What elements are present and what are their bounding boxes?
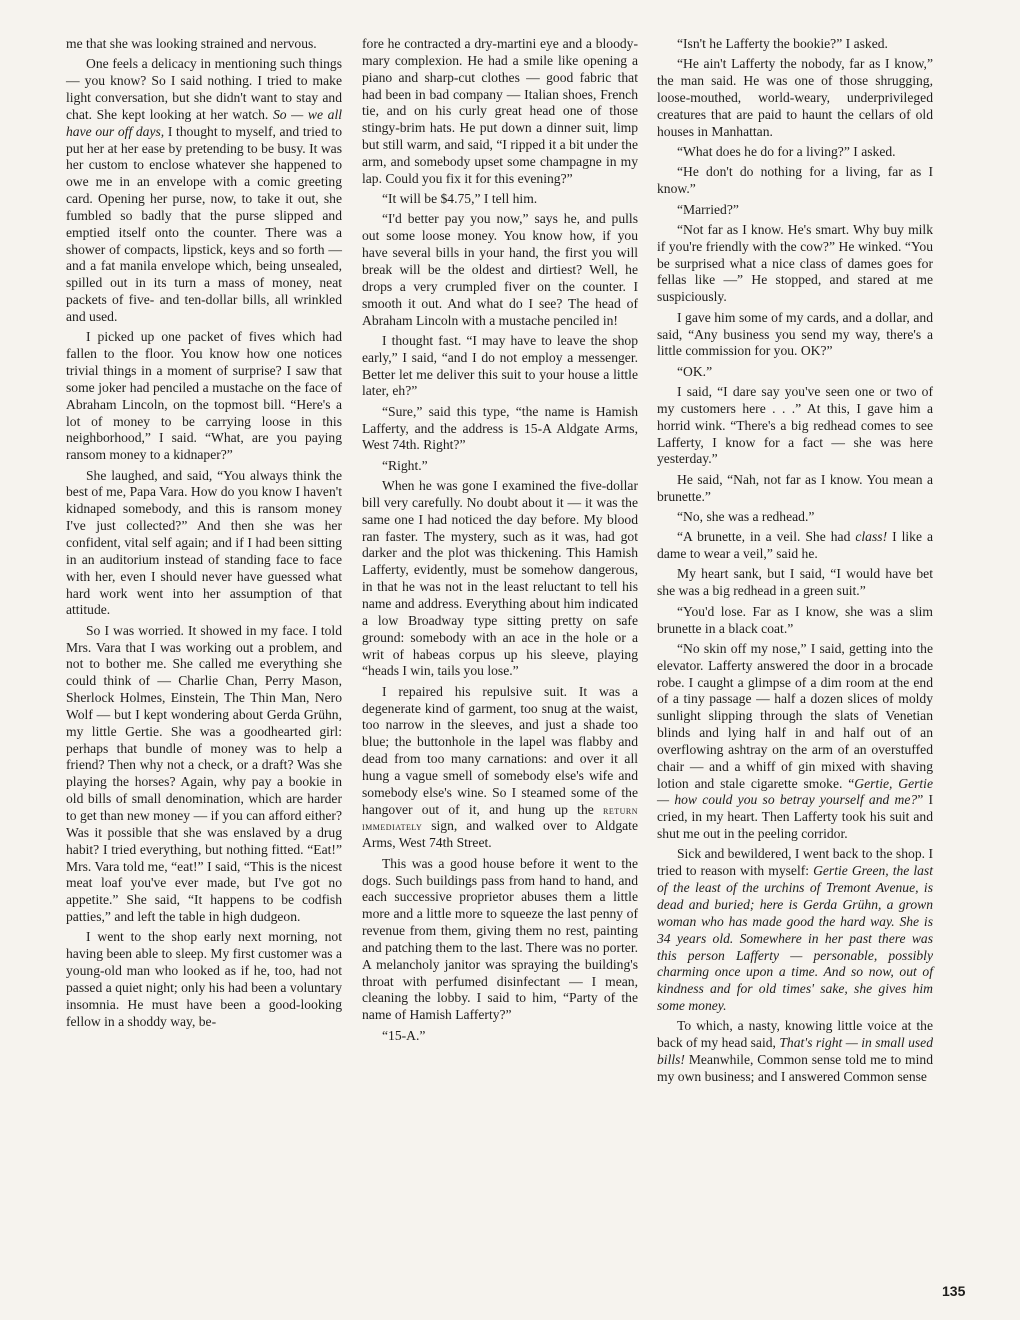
- paragraph: I thought fast. “I may have to leave the shop early,” I said, “and I do not employ a messenger. Better let me deliver this suit to your house a little later, eh?”: [362, 332, 638, 399]
- paragraph: [657, 641, 933, 843]
- italic-text-run: Gertie Green, the last of the least of the urchins of Tremont Avenue, is dead and buried; here is Gerda Grühn, a grown woman who has made good the hard way. She is 34 years old. Somewhere in her past there was this person Lafferty — personable, possibly charming once upon a time. And so now, out of kindness and for old times' sake, she gives him some money.: [657, 863, 933, 1014]
- paragraph: [657, 529, 933, 563]
- text-column-middle: [362, 36, 638, 1048]
- italic-text-run: Gertie, Gertie — how could you so betray yourself and me?: [657, 775, 933, 808]
- paragraph: “Not far as I know. He's smart. Why buy milk if you're friendly with the cow?” He winked. “You be surprised what a nice class of dames goes for fellas like —” He stopped, and stared at me suspiciously.: [657, 221, 933, 305]
- paragraph: When he was gone I examined the five-dollar bill very carefully. No doubt about it — it was the same one I had noticed the day before. My blood ran faster. The mystery, such as it was, had got darker and the plot was thickening. This Hamish Lafferty, evidently, must be somehow dangerous, in that he was not in the least reluctant to tell his name and address. Everything about him indicated a low Broadway type sitting pretty on safe ground: somebody with an ace in the hole or a writ of habeas corpus up his sleeve, playing “heads I win, tails you lose.”: [362, 478, 638, 679]
- paragraph: “Married?”: [677, 201, 739, 217]
- paragraph: This was a good house before it went to the dogs. Such buildings pass from hand to hand, and each successive proprietor abuses them a little more and a little more to squeeze the last penny of revenue from them, giving them no rest, painting and patching them to the last. There was no porter. A melancholy janitor was spraying the building's throat with perfumed disinfectant — I mean, cleaning the lobby. I said to him, “Party of the name of Hamish Lafferty?”: [362, 855, 638, 1023]
- page-number: 135: [942, 1283, 966, 1299]
- paragraph: “He don't do nothing for a living, far as I know.”: [657, 164, 933, 197]
- paragraph: He said, “Nah, not far as I know. You mean a brunette.”: [657, 471, 933, 504]
- text-run: Sick and bewildered, I went back to the shop. I tried to reason with myself:: [657, 846, 933, 879]
- paragraph: “He ain't Lafferty the nobody, far as I know,” the man said. He was one of those shrugging, loose-mouthed, world-weary, underprivileged creatures that are paid to haunt the cellars of old houses in Manhattan.: [657, 56, 933, 139]
- paragraph: “Sure,” said this type, “the name is Hamish Lafferty, and the address is 15-A Aldgate Arms, West 74th. Right?”: [362, 403, 638, 453]
- text-column-left: [66, 36, 342, 1034]
- paragraph: “Isn't he Lafferty the bookie?” I asked.: [677, 36, 888, 51]
- text-run: “No skin off my nose,” I said, getting into the elevator. Lafferty answered the door in a brocade robe. I caught a glimpse of a dim room at the end of a tiny passage — half a dozen slices of moldy sunlight slipping through the slats of Venetian blinds and lying half in and half out of an overflowing ashtray on the arm of an overstuffed chair — and a whiff of gin mixed with shaving lotion and stale cigarette smoke. “: [657, 640, 933, 791]
- text-run: “A brunette, in a veil. She had: [677, 529, 856, 545]
- paragraph: “What does he do for a living?” I asked.: [677, 144, 896, 160]
- text-run: To which, a nasty, knowing little voice at the back of my head said,: [657, 1018, 933, 1051]
- text-run: Meanwhile, Common sense told me to mind my own business; and I answered Common sense: [657, 1052, 933, 1084]
- text-run: I thought to myself, and tried to put her at her ease by pretending to be busy. It was her custom to enclose whatever she happened to owe me in an envelope with a comic greeting card. Opening her purse, now, to take it out, she fumbled so badly that the purse slipped and emptied itself onto the counter. There was a shower of compacts, lipstick, keys and so forth — and a fat manila envelope which, being unsealed, spilled out in its turn a mass of money, neat packets of five- and ten-dollar bills, all wrinkled and used.: [66, 123, 342, 324]
- paragraph: “15-A.”: [382, 1027, 426, 1043]
- paragraph: “You'd lose. Far as I know, she was a slim brunette in a black coat.”: [657, 603, 933, 636]
- paragraph: “It will be $4.75,” I tell him.: [382, 191, 538, 207]
- italic-text-run: That's right — in small used bills!: [657, 1035, 933, 1068]
- italic-text-run: class!: [855, 529, 888, 545]
- paragraph: fore he contracted a dry-martini eye and a bloody-mary complexion. He had a smile like opening a piano and sharp-cut clothes — good fabric that had been in bad company — Italian shoes, French tie, and on his curly great head one of those stingy-brim hats. He put down a dinner suit, limp but still warm, and said, “I ripped it a bit under the arm, and somebody upset some champagne in my lap. Could you fix it for this evening?”: [362, 36, 638, 186]
- italic-text-run: So — we all have our off days,: [66, 106, 343, 139]
- text-run: sign, and walked over to Aldgate Arms, West 74th Street.: [362, 818, 638, 851]
- paragraph: [657, 846, 933, 1014]
- text-run: One feels a delicacy in mentioning such things — you know? So I said nothing. I tried to make light conversation, but she didn't want to stay and chat. She kept looking at her watch.: [66, 56, 342, 122]
- text-run: ” I cried, in my heart. Then Lafferty took his suit and shut me out in the peeling corridor.: [657, 792, 933, 842]
- paragraph: I gave him some of my cards, and a dollar, and said, “Any business you send my way, there's a little commission for you. OK?”: [657, 309, 933, 359]
- paragraph: So I was worried. It showed in my face. I told Mrs. Vara that I was working out a problem, and not to bother me. She called me everything she could think of — Charlie Chan, Perry Mason, Sherlock Holmes, Einstein, The Thin Man, Nero Wolf — but I kept wondering about Gerda Grühn, my little Gertie. She was a goodhearted girl: perhaps that bundle of money was to help a friend? Then why not a check, or a draft? Was she playing the horses? Again, why pay a bookie in old bills of small denomination, which are harder to get than new money — if you can afford either? Was it possible that she was enslaved by a drug habit? I tried everything, but nothing fitted. “Eat!” Mrs. Vara told me, “eat!” I said, “This is the nicest meat loaf you've ever made, but I've got no appetite.” She said, “It happens to be codfish patties,” and left the table in high dudgeon.: [66, 622, 342, 925]
- paragraph: My heart sank, but I said, “I would have bet she was a big redhead in a green suit.”: [657, 566, 933, 599]
- paragraph: She laughed, and said, “You always think the best of me, Papa Vara. How do you know I haven't kidnaped somebody, and this is ransom money I've just collected?” And then she was her confident, vital self again; and if I had been sitting in an auditorium instead of standing face to face with her, even I should never have guessed what hard work went into her assumption of that attitude.: [66, 467, 342, 618]
- text-run: I repaired his repulsive suit. It was a degenerate kind of garment, too snug at the waist, too narrow in the sleeves, and just a shade too blue; the buttonhole in the lapel was flabby and dead from too many carnations: and over it all hung a vague smell of somebody else's wife and somebody else's wine. So I steamed some of the hangover out of it, and hung up the: [362, 683, 638, 817]
- text-column-right: [657, 36, 933, 1089]
- paragraph: [66, 56, 342, 326]
- paragraph: I said, “I dare say you've seen one or two of my customers here . . .” At this, I gave him a horrid wink. “There's a big redhead comes to see Lafferty, I know for a fact — she was here yesterday.”: [657, 384, 933, 467]
- paragraph: [362, 684, 638, 852]
- paragraph: “OK.”: [677, 363, 713, 379]
- paragraph: “Right.”: [382, 457, 428, 473]
- paragraph: “I'd better pay you now,” says he, and pulls out some loose money. You know how, if you have several bills in your hand, the first you will break will be the oldest and dirtiest? Well, he drops a very crumpled fiver on the counter. I smooth it out. And what do I see? The head of Abraham Lincoln with a mustache penciled in!: [362, 211, 638, 328]
- paragraph: I picked up one packet of fives which had fallen to the floor. You know how one notices trivial things in a moment of surprise? I saw that some joker had penciled a mustache on the face of Abraham Lincoln, on the topmost bill. “Here's a lot of money to be carrying loose in this neighborhood,” I said. “What, are you paying ransom money to a kidnaper?”: [66, 329, 342, 463]
- text-run: I like a dame to wear a veil,” said he.: [657, 529, 934, 562]
- paragraph: [657, 1018, 933, 1085]
- small-caps-sign-text: return immediately: [362, 802, 638, 834]
- paragraph: I went to the shop early next morning, not having been able to sleep. My first customer was a young-old man who looked as if he, too, had not passed a quiet night; only his had been a voluntary insomnia. He must have been a good-looking fellow in a shoddy way, be-: [66, 929, 342, 1029]
- paragraph: me that she was looking strained and nervous.: [66, 36, 317, 51]
- paragraph: “No, she was a redhead.”: [677, 508, 815, 524]
